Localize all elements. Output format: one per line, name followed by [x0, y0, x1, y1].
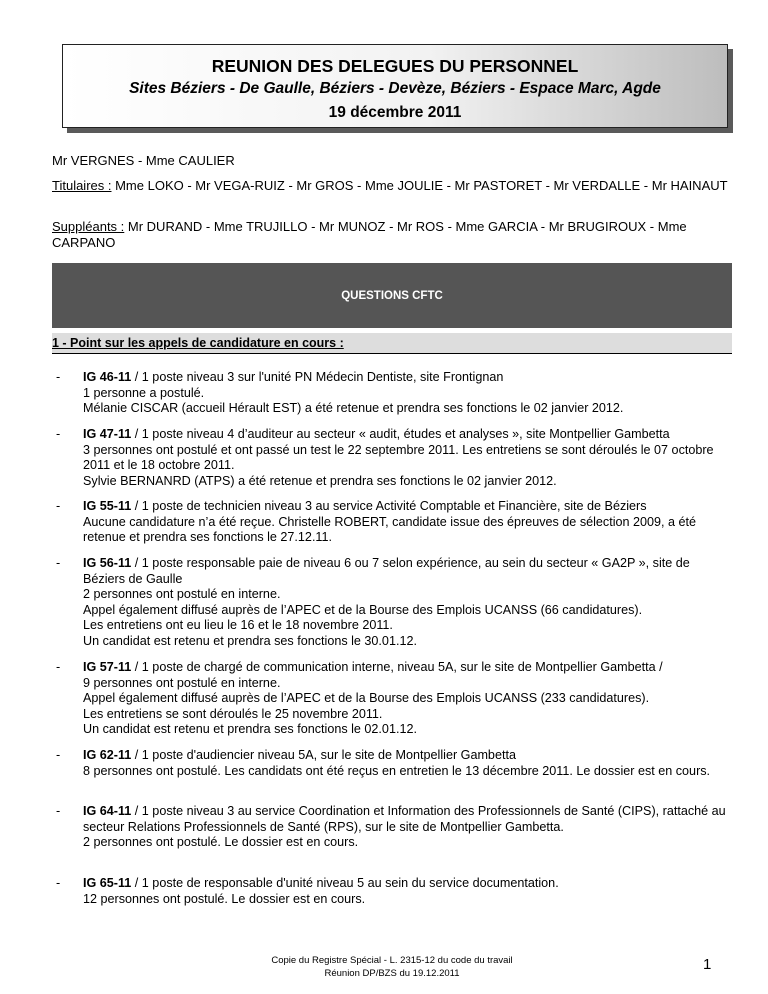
dash-bullet: - [56, 660, 61, 674]
item-code: IG 55-11 [83, 499, 132, 513]
titulaires-line [52, 178, 732, 194]
dash-bullet: - [56, 556, 61, 570]
document-subtitle: Sites Béziers - De Gaulle, Béziers - Devèze, Béziers - Espace Marc, Agde [129, 80, 661, 97]
meeting-date: 19 décembre 2011 [328, 104, 462, 121]
suppleants-line [52, 219, 732, 251]
dash-bullet: - [56, 370, 61, 384]
item-code: IG 64-11 [83, 804, 132, 818]
dash-bullet: - [56, 499, 61, 513]
item-code: IG 47-11 [83, 427, 132, 441]
item-code: IG 57-11 [83, 660, 132, 674]
titulaires-names: Mme LOKO - Mr VEGA-RUIZ - Mr GROS - Mme JOULIE - Mr PASTORET - Mr VERDALLE - Mr HAINAUT [111, 178, 728, 193]
suppleants-names: Mr DURAND - Mme TRUJILLO - Mr MUNOZ - Mr ROS - Mme GARCIA - Mr BRUGIROUX - Mme CARPANO [52, 219, 687, 250]
section-heading: 1 - Point sur les appels de candidature en cours : [52, 333, 732, 354]
suppleants-label: Suppléants : [52, 219, 125, 234]
title-box [62, 44, 728, 128]
footer-register-line: Copie du Registre Spécial - L. 2315-12 du code du travail [271, 955, 513, 966]
dash-bullet: - [56, 427, 61, 441]
dash-bullet: - [56, 804, 61, 818]
dash-bullet: - [56, 748, 61, 762]
item-code: IG 46-11 [83, 370, 132, 384]
titulaires-label: Titulaires : [52, 178, 112, 193]
direction-line: Mr VERGNES - Mme CAULIER [52, 153, 235, 168]
item-code: IG 65-11 [83, 876, 132, 890]
page-number: 1 [703, 956, 712, 973]
footer-meeting-line: Réunion DP/BZS du 19.12.2011 [324, 968, 460, 979]
item-code: IG 62-11 [83, 748, 132, 762]
questions-bar: QUESTIONS CFTC [52, 263, 732, 328]
page-footer [52, 954, 732, 980]
item-code: IG 56-11 [83, 556, 132, 570]
dash-bullet: - [56, 876, 61, 890]
document-title: REUNION DES DELEGUES DU PERSONNEL [211, 56, 579, 76]
